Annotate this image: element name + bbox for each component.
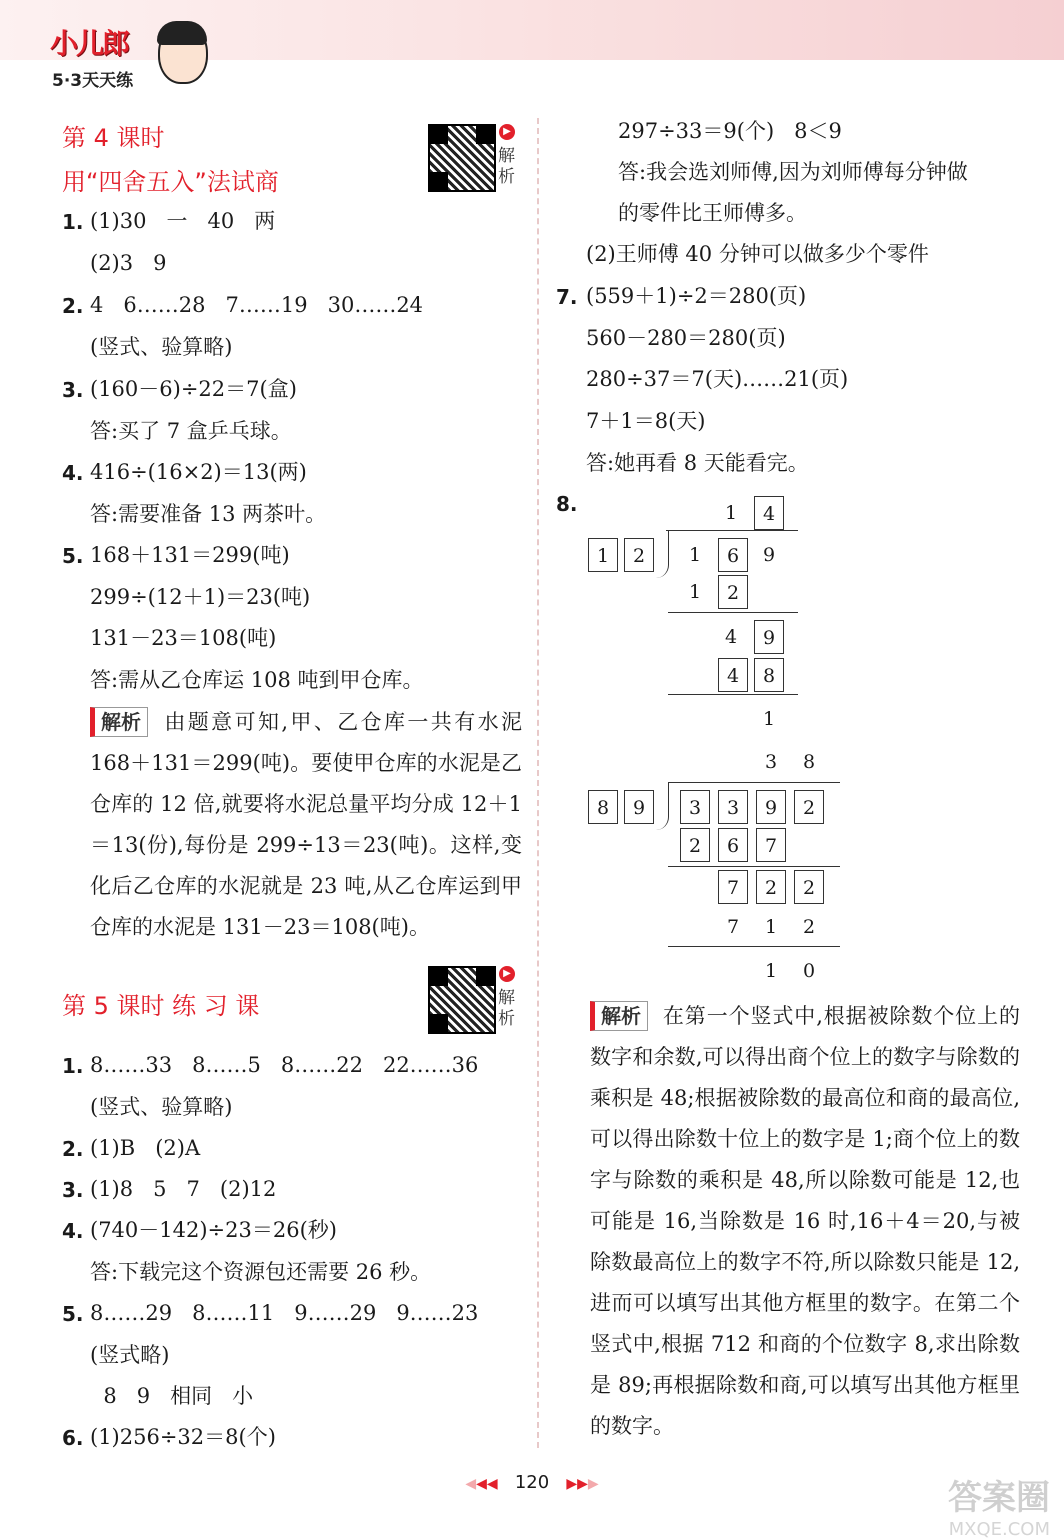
column-divider bbox=[537, 118, 539, 1448]
answer-line: 答:需要准备 13 两茶叶。 bbox=[90, 501, 327, 526]
answer-box: 9 bbox=[754, 620, 784, 654]
answer-line: 8……33 8……5 8……22 22……36 bbox=[90, 1053, 479, 1077]
answer-line: 168＋131＝299(吨) bbox=[90, 543, 290, 567]
answer-box: 2 bbox=[624, 538, 654, 572]
brand-logo bbox=[50, 22, 200, 92]
question-number: 5. bbox=[62, 1302, 84, 1326]
subtraction-line bbox=[668, 946, 840, 947]
bracket-line bbox=[666, 530, 798, 531]
answer-line: (2)王师傅 40 分钟可以做多少个零件 bbox=[586, 242, 929, 266]
qr-code-icon[interactable] bbox=[428, 124, 496, 192]
answer-line: (1)B (2)A bbox=[90, 1136, 201, 1160]
answer-line: 答:买了 7 盒乒乓球。 bbox=[90, 418, 292, 443]
answer-line: 560－280＝280(页) bbox=[586, 325, 786, 350]
lesson4-analysis bbox=[90, 702, 522, 948]
digit: 3 bbox=[764, 751, 778, 773]
question-number: 8. bbox=[556, 492, 578, 516]
play-icon: ▶ bbox=[499, 124, 515, 140]
answer-box: 3 bbox=[718, 790, 748, 824]
bracket-curve bbox=[656, 782, 669, 830]
analysis-tag: 解析 bbox=[590, 1001, 648, 1031]
subtraction-line bbox=[668, 694, 798, 695]
answer-box: 6 bbox=[718, 538, 748, 572]
bracket-line bbox=[668, 782, 840, 783]
answer-box: 4 bbox=[718, 658, 748, 692]
question-number: 5. bbox=[62, 544, 84, 568]
page-number: 120 bbox=[514, 1472, 550, 1493]
qr-label: 解析 bbox=[498, 146, 515, 187]
answer-box: 1 bbox=[588, 538, 618, 572]
answer-box: 8 bbox=[754, 658, 784, 692]
answer-box: 2 bbox=[794, 790, 824, 824]
answer-box: 2 bbox=[794, 870, 824, 904]
answer-box: 7 bbox=[718, 870, 748, 904]
analysis-text: 由题意可知,甲、乙仓库一共有水泥 168＋131＝299(吨)。要使甲仓库的水泥是乙仓库的 12 倍,就要将水泥总量平均分成 12＋1＝13(份),每份是 299÷13＝23(吨)。这样,变化后乙仓库的水泥就是 23 吨,从乙仓库运到甲仓库的水泥是 131－23＝108(吨)。 bbox=[90, 710, 522, 939]
answer-line: 280÷37＝7(天)……21(页) bbox=[586, 367, 849, 392]
answer-line: 7＋1＝8(天) bbox=[586, 409, 706, 434]
lesson5-title: 第 5 课时 练 习 课 bbox=[62, 992, 260, 1020]
answer-box: 2 bbox=[756, 870, 786, 904]
answer-line: 答:我会选刘师傅,因为刘师傅每分钟做 bbox=[618, 160, 968, 184]
question-number: 1. bbox=[62, 1054, 84, 1078]
digit: 7 bbox=[726, 916, 740, 938]
answer-line: (160－6)÷22＝7(盒) bbox=[90, 377, 297, 401]
digit: 1 bbox=[688, 581, 702, 603]
subtraction-line bbox=[668, 866, 840, 867]
question-number: 2. bbox=[62, 294, 84, 318]
answer-line: 8 9 相同 小 bbox=[90, 1384, 254, 1408]
answer-line: 416÷(16×2)＝13(两) bbox=[90, 460, 307, 484]
digit: 1 bbox=[764, 960, 778, 982]
question-number: 7. bbox=[556, 285, 578, 309]
analysis-tag: 解析 bbox=[90, 707, 148, 737]
right-analysis bbox=[590, 996, 1020, 1447]
answer-box: 2 bbox=[680, 828, 710, 862]
digit: 2 bbox=[802, 916, 816, 938]
answer-box: 6 bbox=[718, 828, 748, 862]
answer-line: (竖式、验算略) bbox=[90, 334, 233, 359]
watermark-url: MXQE.COM bbox=[948, 1519, 1050, 1540]
answer-box: 3 bbox=[680, 790, 710, 824]
bracket-curve bbox=[656, 530, 669, 578]
answer-box: 9 bbox=[756, 790, 786, 824]
prev-arrows-icon: ◀◀◀ bbox=[465, 1476, 498, 1492]
answer-line: (740－142)÷23＝26(秒) bbox=[90, 1218, 337, 1242]
answer-line: (竖式、验算略) bbox=[90, 1094, 233, 1119]
question-number: 3. bbox=[62, 1178, 84, 1202]
digit: 1 bbox=[724, 502, 738, 524]
question-number: 1. bbox=[62, 210, 84, 234]
answer-line: (559＋1)÷2＝280(页) bbox=[586, 284, 807, 308]
subtraction-line bbox=[668, 612, 798, 613]
mascot-icon bbox=[158, 22, 208, 84]
question-number: 2. bbox=[62, 1137, 84, 1161]
answer-line: 8……29 8……11 9……29 9……23 bbox=[90, 1301, 479, 1325]
answer-line: (2)3 9 bbox=[90, 250, 167, 275]
digit: 1 bbox=[762, 708, 776, 730]
answer-line: 4 6……28 7……19 30……24 bbox=[90, 293, 424, 317]
question-number: 3. bbox=[62, 378, 84, 402]
digit: 1 bbox=[764, 916, 778, 938]
answer-box: 9 bbox=[624, 790, 654, 824]
answer-line: (竖式略) bbox=[90, 1342, 170, 1367]
logo-title: 小儿郎 bbox=[50, 27, 129, 60]
analysis-text: 在第一个竖式中,根据被除数个位上的数字和余数,可以得出商个位上的数字与除数的乘积是 48;根据被除数的最高位和商的最高位,可以得出除数十位上的数字是 1;商个位上的数字与除数的乘积是 48,所以除数可能是 12,也可能是 16,当除数是 16 时,16＋4＝20,与被除数最高位上的数字不符,所以除数只能是 12,进而可以填写出其他方框里的数字。在第二个竖式中,根据 712 和商的个位数字 8,求出除数是 89;再根据除数和商,可以填写出其他方框里的数字。 bbox=[590, 1004, 1020, 1438]
answer-box: 2 bbox=[718, 575, 748, 609]
digit: 8 bbox=[802, 751, 816, 773]
logo-subtitle: 5·3天天练 bbox=[52, 71, 134, 91]
watermark bbox=[900, 1470, 1050, 1540]
digit: 4 bbox=[724, 626, 738, 648]
lesson4-title: 第 4 课时 bbox=[62, 124, 165, 152]
question-number: 6. bbox=[62, 1426, 84, 1450]
answer-line: 299÷(12＋1)＝23(吨) bbox=[90, 584, 311, 609]
answer-line: 297÷33＝9(个) 8＜9 bbox=[618, 119, 842, 143]
answer-line: 131－23＝108(吨) bbox=[90, 626, 277, 651]
answer-box: 8 bbox=[588, 790, 618, 824]
answer-box: 4 bbox=[754, 496, 784, 530]
watermark-logo: 答案圈 bbox=[948, 1478, 1050, 1518]
answer-line: 的零件比王师傅多。 bbox=[618, 201, 807, 225]
answer-line: 答:她再看 8 天能看完。 bbox=[586, 450, 809, 475]
answer-line: 答:需从乙仓库运 108 吨到甲仓库。 bbox=[90, 668, 424, 693]
question-number: 4. bbox=[62, 461, 84, 485]
digit: 1 bbox=[688, 544, 702, 566]
lesson4-subtitle: 用“四舍五入”法试商 bbox=[62, 168, 279, 196]
qr-label: 解析 bbox=[498, 988, 515, 1029]
qr-code-icon[interactable] bbox=[428, 966, 496, 1034]
next-arrows-icon: ▶▶▶ bbox=[566, 1476, 599, 1492]
answer-line: 答:下载完这个资源包还需要 26 秒。 bbox=[90, 1259, 432, 1284]
digit: 0 bbox=[802, 960, 816, 982]
digit: 9 bbox=[762, 544, 776, 566]
answer-line: (1)256÷32＝8(个) bbox=[90, 1425, 276, 1449]
answer-line: (1)8 5 7 (2)12 bbox=[90, 1177, 277, 1201]
question-number: 4. bbox=[62, 1219, 84, 1243]
answer-box: 7 bbox=[756, 828, 786, 862]
play-icon: ▶ bbox=[499, 966, 515, 982]
answer-line: (1)30 一 40 两 bbox=[90, 209, 276, 233]
